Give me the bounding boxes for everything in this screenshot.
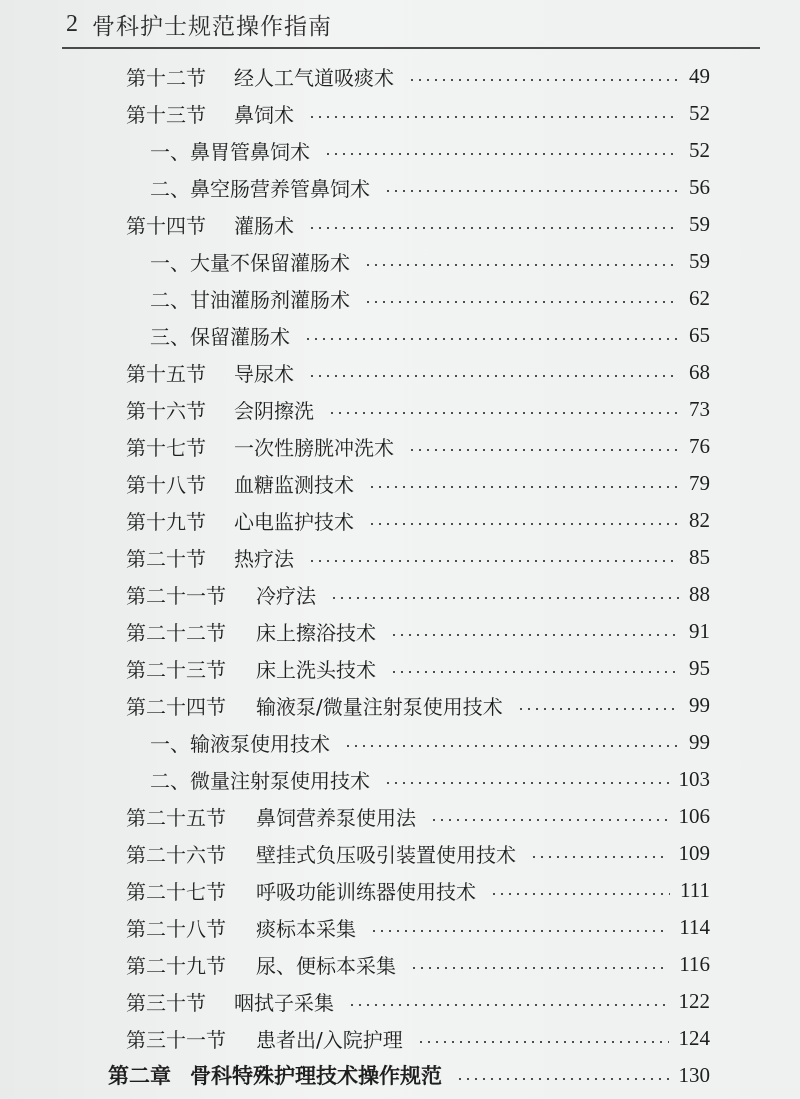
toc-section-title: 尿、便标本采集 [256, 953, 396, 978]
toc-page-number: 103 [678, 766, 710, 791]
toc-section-number: 第十三节 [126, 102, 206, 127]
toc-section-number: 第十五节 [126, 361, 206, 386]
toc-entry [126, 872, 710, 908]
toc-page-number: 62 [689, 285, 710, 310]
toc-entry [126, 983, 710, 1019]
dot-leader [368, 523, 679, 525]
toc-entry [126, 798, 710, 834]
toc-section-title: 冷疗法 [256, 583, 316, 608]
toc-page-number: 99 [689, 729, 710, 754]
toc-entry [126, 687, 710, 723]
dot-leader [364, 301, 679, 303]
toc-entry [126, 909, 710, 945]
toc-page-number: 106 [678, 803, 710, 828]
dot-leader [304, 338, 679, 340]
toc-section-title: 床上擦浴技术 [256, 620, 376, 645]
dot-leader [308, 116, 679, 118]
toc-section-number: 第十六节 [126, 398, 206, 423]
toc-page-number: 114 [679, 914, 710, 939]
dot-leader [384, 190, 679, 192]
toc-entry [126, 58, 710, 94]
dot-leader [324, 153, 679, 155]
toc-page-number: 52 [689, 100, 710, 125]
toc-subsection-title: 二、微量注射泵使用技术 [150, 768, 370, 793]
toc-section-title: 输液泵/微量注射泵使用技术 [256, 694, 503, 719]
toc-section-number: 第十二节 [126, 65, 206, 90]
toc-page-number: 91 [689, 618, 710, 643]
book-title: 骨科护士规范操作指南 [92, 13, 332, 40]
toc-page-number: 68 [689, 359, 710, 384]
toc-section-number: 第十八节 [126, 472, 206, 497]
toc-entry [126, 1020, 710, 1056]
toc-entry [126, 391, 710, 427]
toc-page-number: 59 [689, 248, 710, 273]
dot-leader [417, 1041, 669, 1043]
toc-page-number: 124 [678, 1025, 710, 1050]
toc-entry [126, 835, 710, 871]
toc-section-title: 导尿术 [234, 361, 294, 386]
page-number: 2 [66, 10, 78, 37]
toc-section-title: 鼻饲术 [234, 102, 294, 127]
toc-page-number: 122 [678, 988, 710, 1013]
toc-page-number: 95 [689, 655, 710, 680]
toc-section-title: 壁挂式负压吸引装置使用技术 [256, 842, 516, 867]
toc-entry [126, 428, 710, 464]
dot-leader [308, 560, 679, 562]
toc-entry [126, 95, 710, 131]
toc-section-number: 第二十二节 [126, 620, 226, 645]
toc-section-title: 会阴擦洗 [234, 398, 314, 423]
toc-page-number: 56 [689, 174, 710, 199]
dot-leader [490, 893, 670, 895]
toc-page-number: 49 [689, 63, 710, 88]
toc-section-number: 第十九节 [126, 509, 206, 534]
toc-page-number: 73 [689, 396, 710, 421]
toc-subsection-title: 一、输液泵使用技术 [150, 731, 330, 756]
dot-leader [408, 79, 679, 81]
toc-section-number: 第十四节 [126, 213, 206, 238]
dot-leader [364, 264, 679, 266]
toc-page-number: 85 [689, 544, 710, 569]
toc-entry [126, 539, 710, 575]
toc-section-number: 第二十七节 [126, 879, 226, 904]
toc-section-title: 鼻饲营养泵使用法 [256, 805, 416, 830]
toc-page-number: 116 [679, 951, 710, 976]
toc-page-number: 65 [689, 322, 710, 347]
dot-leader [344, 745, 679, 747]
toc-subsection-title: 二、鼻空肠营养管鼻饲术 [150, 176, 370, 201]
dot-leader [517, 708, 679, 710]
toc-entry [126, 354, 710, 390]
toc-section-title: 痰标本采集 [256, 916, 356, 941]
dot-leader [370, 930, 669, 932]
toc-entry [126, 650, 710, 686]
toc-page-number: 59 [689, 211, 710, 236]
dot-leader [348, 1004, 669, 1006]
toc-chapter-title: 骨科特殊护理技术操作规范 [190, 1064, 442, 1088]
dot-leader [390, 634, 679, 636]
dot-leader [308, 375, 679, 377]
toc-section-title: 咽拭子采集 [234, 990, 334, 1015]
dot-leader [390, 671, 679, 673]
toc-section-number: 第二十三节 [126, 657, 226, 682]
toc-section-title: 热疗法 [234, 546, 294, 571]
toc-section-number: 第二十四节 [126, 694, 226, 719]
toc-section-number: 第二十五节 [126, 805, 226, 830]
toc-page-number: 111 [680, 877, 710, 902]
dot-leader [384, 782, 669, 784]
toc-page-number: 79 [689, 470, 710, 495]
header-rule [62, 47, 760, 49]
toc-entry [126, 465, 710, 501]
toc-section-number: 第三十一节 [126, 1027, 226, 1052]
dot-leader [456, 1078, 669, 1080]
toc-entry [150, 280, 710, 316]
toc-entry [126, 206, 710, 242]
toc-section-title: 呼吸功能训练器使用技术 [256, 879, 476, 904]
toc-page-number: 82 [689, 507, 710, 532]
toc-entry [126, 576, 710, 612]
toc-entry [126, 613, 710, 649]
toc-section-number: 第二十一节 [126, 583, 226, 608]
toc-chapter-number: 第二章 [108, 1064, 171, 1088]
toc-section-title: 心电监护技术 [234, 509, 354, 534]
dot-leader [430, 819, 669, 821]
toc-entry [150, 724, 710, 760]
dot-leader [410, 967, 669, 969]
toc-section-number: 第二十六节 [126, 842, 226, 867]
toc-entry [150, 761, 710, 797]
dot-leader [408, 449, 679, 451]
toc-page-number: 76 [689, 433, 710, 458]
toc-page-number: 88 [689, 581, 710, 606]
toc-subsection-title: 二、甘油灌肠剂灌肠术 [150, 287, 350, 312]
toc-section-title: 患者出/入院护理 [256, 1027, 403, 1052]
toc-entry [126, 502, 710, 538]
toc-section-title: 经人工气道吸痰术 [234, 65, 394, 90]
toc-section-number: 第二十节 [126, 546, 206, 571]
toc-section-title: 灌肠术 [234, 213, 294, 238]
toc-subsection-title: 三、保留灌肠术 [150, 324, 290, 349]
toc-section-number: 第二十八节 [126, 916, 226, 941]
toc-entry [150, 169, 710, 205]
toc-section-title: 血糖监测技术 [234, 472, 354, 497]
dot-leader [530, 856, 669, 858]
toc-entry [150, 317, 710, 353]
toc-subsection-title: 一、大量不保留灌肠术 [150, 250, 350, 275]
toc-entry [150, 132, 710, 168]
toc-section-title: 一次性膀胱冲洗术 [234, 435, 394, 460]
toc-entry [126, 946, 710, 982]
toc-section-title: 床上洗头技术 [256, 657, 376, 682]
toc-section-number: 第二十九节 [126, 953, 226, 978]
toc-page-number: 52 [689, 137, 710, 162]
toc-page-number: 109 [678, 840, 710, 865]
dot-leader [368, 486, 679, 488]
running-header [66, 6, 332, 42]
dot-leader [330, 597, 679, 599]
toc-subsection-title: 一、鼻胃管鼻饲术 [150, 139, 310, 164]
toc-section-number: 第三十节 [126, 990, 206, 1015]
toc-section-number: 第十七节 [126, 435, 206, 460]
toc-page-number: 99 [689, 692, 710, 717]
dot-leader [328, 412, 679, 414]
toc-chapter-entry [108, 1057, 710, 1093]
toc-page-number: 130 [678, 1062, 710, 1087]
toc-entry [150, 243, 710, 279]
dot-leader [308, 227, 679, 229]
